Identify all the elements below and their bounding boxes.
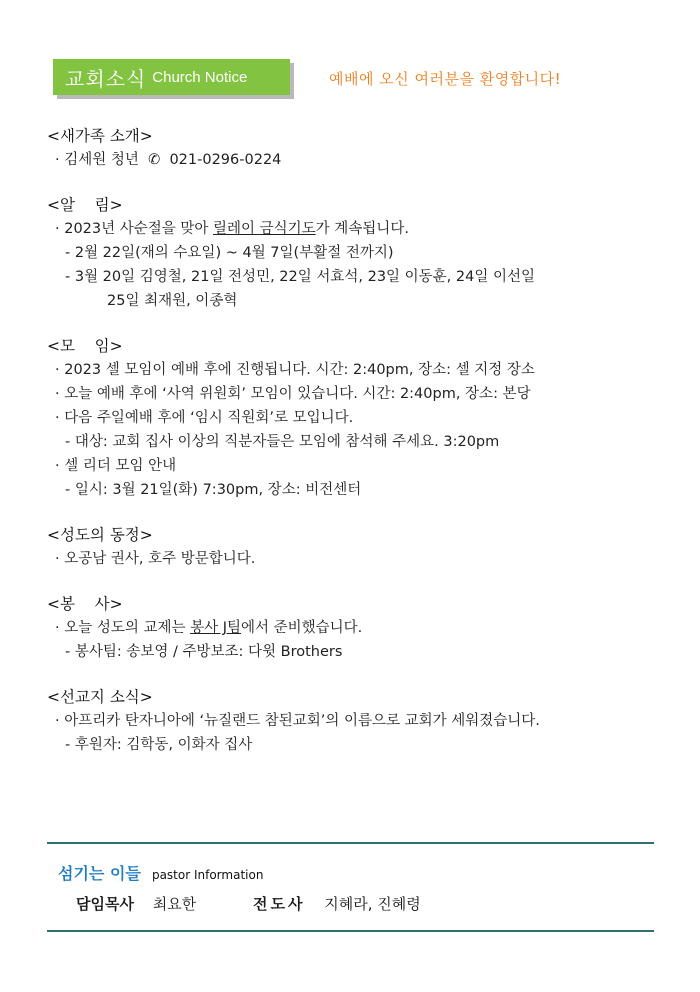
list-item: · 셀 리더 모임 안내: [55, 458, 177, 474]
welcome-message: 예배에 오신 여러분을 환영합니다!: [329, 70, 562, 88]
footer-divider-top: [47, 842, 654, 844]
section-title: <새가족 소개>: [47, 127, 153, 145]
role-evangelist: 전도사: [253, 895, 306, 913]
section-title: <선교지 소식>: [47, 688, 153, 706]
list-item: · 김세원 청년 ✆ 021-0296-0224: [55, 152, 282, 168]
section-title: <봉 사>: [47, 595, 123, 613]
section-meeting: [47, 334, 667, 502]
section-title: <모 임>: [47, 337, 123, 355]
section-members: [47, 523, 667, 571]
list-item: · 오공남 권사, 호주 방문합니다.: [55, 551, 256, 567]
section-notice: [47, 193, 667, 313]
list-subitem: - 3월 20일 김영철, 21일 전성민, 22일 서효석, 23일 이동훈, 24일 이선일: [65, 269, 535, 285]
footer-title-en: pastor Information: [151, 868, 264, 882]
list-subitem: - 봉사팀: 송보영 / 주방보조: 다윗 Brothers: [65, 644, 343, 660]
footer-title-ko: 섬기는 이들: [58, 864, 141, 883]
list-item: · 오늘 예배 후에 ‘사역 위원회’ 모임이 있습니다. 시간: 2:40pm, 장소: 본당: [55, 386, 531, 402]
text-segment: 가 계속됩니다.: [315, 221, 409, 237]
evangelist-names: 지혜라, 진혜령: [324, 895, 421, 913]
underlined-text: 릴레이 금식기도: [213, 221, 316, 237]
list-item: [47, 616, 667, 640]
section-mission: [47, 685, 667, 757]
text-segment: · 오늘 성도의 교제는: [55, 620, 191, 636]
list-item: · 아프리카 탄자니아에 ‘뉴질랜드 참된교회’의 이름으로 교회가 세워졌습니다.: [55, 713, 540, 729]
list-subitem: - 대상: 교회 집사 이상의 직분자들은 모임에 참석해 주세요. 3:20pm: [65, 434, 500, 450]
list-subitem: - 후원자: 김학동, 이화자 집사: [65, 737, 253, 753]
header-title-ko: 교회소식: [65, 66, 147, 91]
church-notice-header: [53, 59, 290, 95]
list-item: · 2023 셀 모임이 예배 후에 진행됩니다. 시간: 2:40pm, 장소: 셀 지정 장소: [55, 362, 535, 378]
role-senior-pastor: 담임목사: [76, 895, 134, 913]
list-item: · 다음 주일예배 후에 ‘임시 직원회’로 모입니다.: [55, 410, 354, 426]
staff-row: [76, 893, 421, 914]
footer-title: [58, 861, 263, 884]
list-subitem: 25일 최재원, 이종혁: [107, 293, 238, 309]
list-item: [47, 217, 667, 241]
underlined-text: 봉사 J팀: [190, 620, 242, 636]
section-service: [47, 592, 667, 664]
senior-pastor-name: 최요한: [152, 895, 197, 913]
list-subitem: - 일시: 3월 21일(화) 7:30pm, 장소: 비전센터: [65, 482, 362, 498]
section-title: <알 림>: [47, 196, 123, 214]
section-title: <성도의 동정>: [47, 526, 153, 544]
text-segment: · 2023년 사순절을 맞아: [55, 221, 213, 237]
list-subitem: - 2월 22일(재의 수요일) ~ 4월 7일(부활절 전까지): [65, 245, 394, 261]
header-title-en: Church Notice: [152, 68, 248, 86]
notice-content: [47, 124, 667, 778]
section-new-family: [47, 124, 667, 172]
footer-divider-bottom: [47, 930, 654, 932]
text-segment: 에서 준비했습니다.: [241, 620, 363, 636]
